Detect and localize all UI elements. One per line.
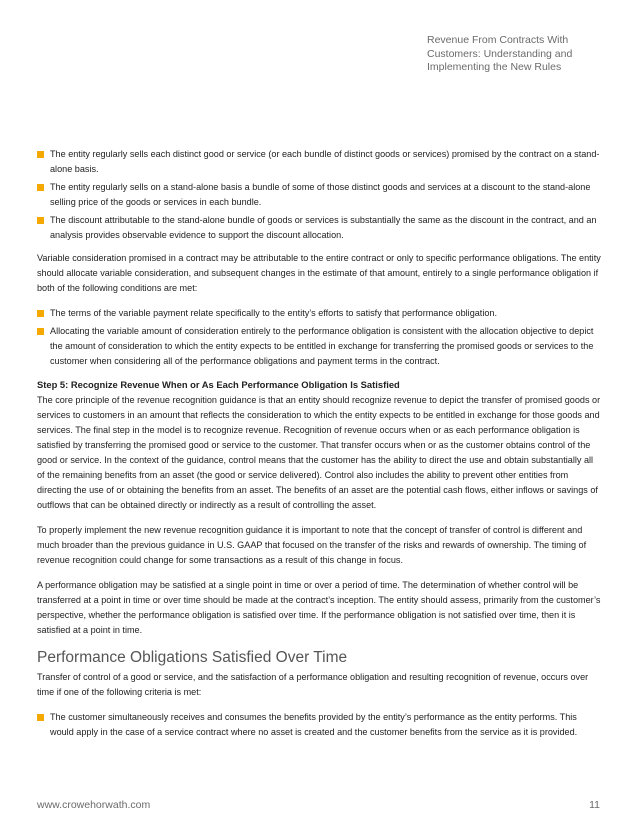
- header-line: Implementing the New Rules: [427, 61, 562, 73]
- list-item: The entity regularly sells on a stand-alone basis a bundle of some of those distinct goods and services at a discount to the stand-alone selling price of the goods or services in each bundle.: [37, 180, 603, 210]
- header-line: Customers: Understanding and: [427, 47, 573, 60]
- square-bullet-icon: [37, 184, 44, 191]
- square-bullet-icon: [37, 328, 44, 335]
- header-line: Revenue From Contracts With: [427, 34, 569, 46]
- step5-heading: Step 5: Recognize Revenue When or As Each Performance Obligation Is Satisfied: [37, 379, 400, 390]
- page-number: 11: [589, 799, 600, 811]
- paragraph-core-principle: The core principle of the revenue recognition guidance is that an entity should recognize revenue to depict the transfer of promised goods or services to customers in an amount that reflects the consideration to which the entity expects to be entitled in exchange for those goods and services. The final step in the model is to recognize revenue. Recognition of revenue occurs when or as each performance obligation is satisfied by transferring the promised good or service to the customer. That transfer occurs when or as the customer obtains control of the good or service. In the context of the guidance, control means that the customer has the ability to direct the use and obtain substantially all of the remaining benefits from an asset (the good or service delivered). Control also includes the ability to prevent other entities from directing the use of or obtaining the benefits from an asset. The benefits of an asset are the potential cash flows, either inflows or savings of outflows that can be obtained directly or indirectly as a result of controlling the asset.: [37, 395, 601, 510]
- list-item: The customer simultaneously receives and consumes the benefits provided by the entity’s performance as the entity performs. This would apply in the case of a service contract where no asset is created and the customer benefits from the service as it is provided.: [37, 710, 603, 740]
- list-item: The entity regularly sells each distinct good or service (or each bundle of distinct goods or services) promised by the contract on a stand-alone basis.: [37, 147, 603, 177]
- square-bullet-icon: [37, 310, 44, 317]
- footer-url-link[interactable]: www.crowehorwath.com: [37, 799, 151, 811]
- bullet-list-standalone: [37, 147, 603, 243]
- bullet-list-criteria: [37, 710, 603, 740]
- list-item: The terms of the variable payment relate specifically to the entity’s efforts to satisfy that performance obligation.: [37, 306, 603, 321]
- paragraph-variable-consideration: Variable consideration promised in a contract may be attributable to the entire contract or only to specific performance obligations. The entity should allocate variable consideration, and subsequent changes in the estimate of that amount, entirely to a single performance obligation if both of the following conditions are met:: [37, 253, 601, 293]
- section-title: Performance Obligations Satisfied Over Time: [37, 649, 348, 666]
- paragraph-point-in-time: A performance obligation may be satisfied at a single point in time or over a period of time. The determination of whether control will be transferred at a point in time or over time should be made at the contract’s inception. The entity should assess, primarily from the customer’s perspective, whether the performance obligation is satisfied over time. If the performance obligation is not satisfied over time, then it is satisfied at a point in time.: [37, 580, 601, 635]
- paragraph-transfer-of-control: Transfer of control of a good or service, and the satisfaction of a performance obligation and resulting recognition of revenue, occurs over time if one of the following criteria is met:: [37, 672, 589, 697]
- square-bullet-icon: [37, 151, 44, 158]
- running-header: [427, 34, 627, 75]
- square-bullet-icon: [37, 714, 44, 721]
- paragraph-implementation: To properly implement the new revenue recognition guidance it is important to note that the concept of transfer of control is different and much broader than the previous guidance in U.S. GAAP that focused on the transfer of the risks and rewards of ownership. The timing of revenue recognition could change for some transactions as a result of this change in focus.: [37, 525, 587, 565]
- bullet-list-conditions: [37, 306, 603, 369]
- square-bullet-icon: [37, 217, 44, 224]
- list-item: The discount attributable to the stand-alone bundle of goods or services is substantially the same as the discount in the contract, and an analysis provides observable evidence to support the discount allocation.: [37, 213, 603, 243]
- page-body: [37, 147, 603, 748]
- list-item: Allocating the variable amount of consideration entirely to the performance obligation is consistent with the allocation objective to depict the amount of consideration to which the entity expects to be entitled in exchange for transferring the promised goods or services to the customer when considering all of the performance obligations and payment terms in the contract.: [37, 324, 603, 369]
